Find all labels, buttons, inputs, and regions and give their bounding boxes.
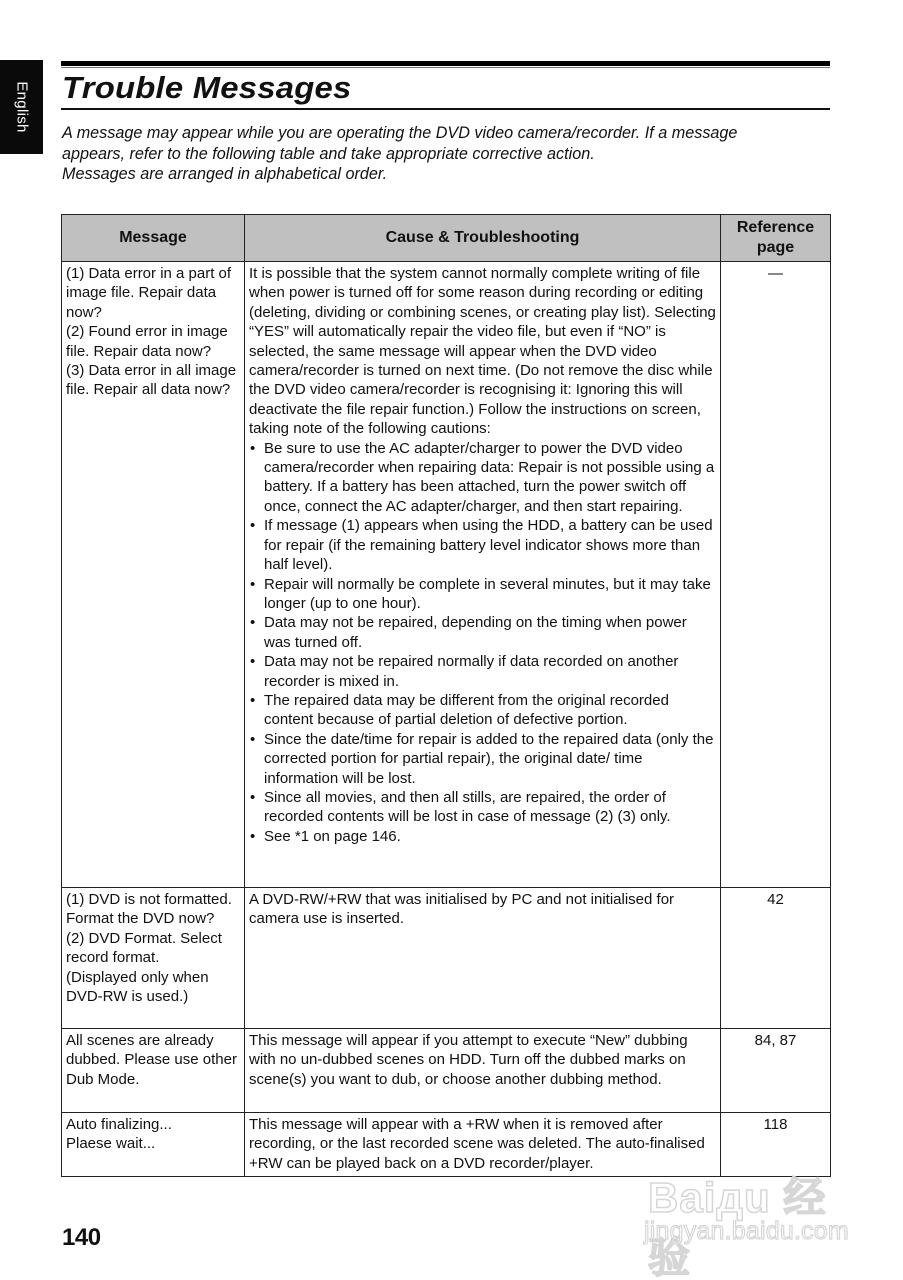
- message-cell: [62, 262, 245, 888]
- message-cell: [62, 1113, 245, 1177]
- caution-item: • Since all movies, and then all stills, are repaired, the order of recorded contents will be lost in case of message (2) (3) only.: [249, 788, 716, 827]
- cause-text: It is possible that the system cannot normally complete writing of file when power is turned off for some reason during recording or editing (deleting, dividing or combining scenes, or creating play list). Selecting “YES” will automatically repair the video file, but even if “NO” is selected, the same message will appear when the DVD video camera/recorder is turned on next time. (Do not remove the disc while the DVD video camera/recorder is recognising it: Ignoring this will deactivate the file repair function.) Follow the instructions on screen, taking note of the following cautions:: [249, 265, 716, 438]
- table-header-row: [62, 215, 831, 262]
- cause-cell: [245, 262, 721, 888]
- top-rule-thin: [61, 67, 830, 68]
- message-line: (Displayed only when DVD-RW is used.): [66, 968, 209, 1006]
- caution-item: • Since the date/time for repair is added to the repaired data (only the corrected portion for partial repair), the original date/ time information will be lost.: [249, 730, 716, 788]
- page-title: Trouble Messages: [62, 70, 352, 105]
- table-row: [62, 1113, 831, 1177]
- caution-item: • The repaired data may be different from the original recorded content because of partial deletion of defective portion.: [249, 691, 716, 730]
- caution-item: • Be sure to use the AC adapter/charger to power the DVD video camera/recorder when repairing data: Repair is not possible using a battery. If a battery has been attached, turn the power switch off once, connect the AC adapter/charger, and then start repairing.: [249, 439, 716, 517]
- intro-line: appears, refer to the following table and take appropriate corrective action.: [62, 144, 595, 163]
- baidu-watermark: [640, 1165, 855, 1280]
- table-row: [62, 1029, 831, 1113]
- caution-list: [249, 439, 716, 847]
- intro-line: A message may appear while you are operating the DVD video camera/recorder. If a message: [62, 124, 738, 142]
- message-cell: [62, 1029, 245, 1113]
- intro-paragraph: [62, 123, 832, 185]
- header-message: Message: [62, 215, 245, 262]
- watermark-url: jingyan.baidu.com: [644, 1217, 849, 1245]
- caution-item: • If message (1) appears when using the HDD, a battery can be used for repair (if the remaining battery level indicator shows more than half level).: [249, 516, 716, 574]
- reference-cell: 118: [721, 1113, 831, 1177]
- message-line: (3) Data error in all image file. Repair all data now?: [66, 362, 237, 399]
- cause-cell: A DVD-RW/+RW that was initialised by PC and not initialised for camera use is inserted.: [245, 888, 721, 1029]
- reference-cell: —: [721, 262, 831, 888]
- message-line: (2) Found error in image file. Repair data now?: [66, 323, 228, 360]
- caution-item: • Data may not be repaired normally if data recorded on another recorder is mixed in.: [249, 652, 716, 691]
- watermark-logo: Baiдu 经验: [648, 1174, 827, 1280]
- header-reference: Reference page: [721, 215, 831, 262]
- caution-item: • Repair will normally be complete in several minutes, but it may take longer (up to one hour).: [249, 575, 716, 614]
- reference-cell: 42: [721, 888, 831, 1029]
- language-label: English: [13, 81, 30, 133]
- message-line: Plaese wait...: [66, 1135, 156, 1153]
- cause-cell: This message will appear with a +RW when it is removed after recording, or the last recorded scene was deleted. The auto-finalised +RW can be played back on a DVD recorder/player.: [245, 1113, 721, 1177]
- top-rule: [61, 61, 830, 66]
- language-side-tab: [0, 60, 43, 154]
- caution-item: • Data may not be repaired, depending on the timing when power was turned off.: [249, 613, 716, 652]
- trouble-messages-table: [61, 214, 831, 1177]
- page-number: 140: [62, 1224, 101, 1251]
- cause-cell: This message will appear if you attempt to execute “New” dubbing with no un-dubbed scenes on HDD. Turn off the dubbed marks on scene(s) you want to dub, or choose another dubbing method.: [245, 1029, 721, 1113]
- header-cause: Cause & Troubleshooting: [245, 215, 721, 262]
- table-row: [62, 888, 831, 1029]
- message-line: (1) DVD is not formatted. Format the DVD now?: [66, 891, 232, 928]
- message-line: All scenes are already dubbed. Please use other Dub Mode.: [66, 1032, 237, 1088]
- table-row: [62, 262, 831, 888]
- message-line: (1) Data error in a part of image file. Repair data now?: [66, 265, 232, 321]
- reference-cell: 84, 87: [721, 1029, 831, 1113]
- intro-line: Messages are arranged in alphabetical order.: [62, 165, 388, 183]
- title-rule: [61, 108, 830, 110]
- message-line: (2) DVD Format. Select record format.: [66, 929, 222, 967]
- message-line: Auto finalizing...: [66, 1116, 172, 1133]
- message-cell: [62, 888, 245, 1029]
- caution-item: • See *1 on page 146.: [249, 827, 716, 846]
